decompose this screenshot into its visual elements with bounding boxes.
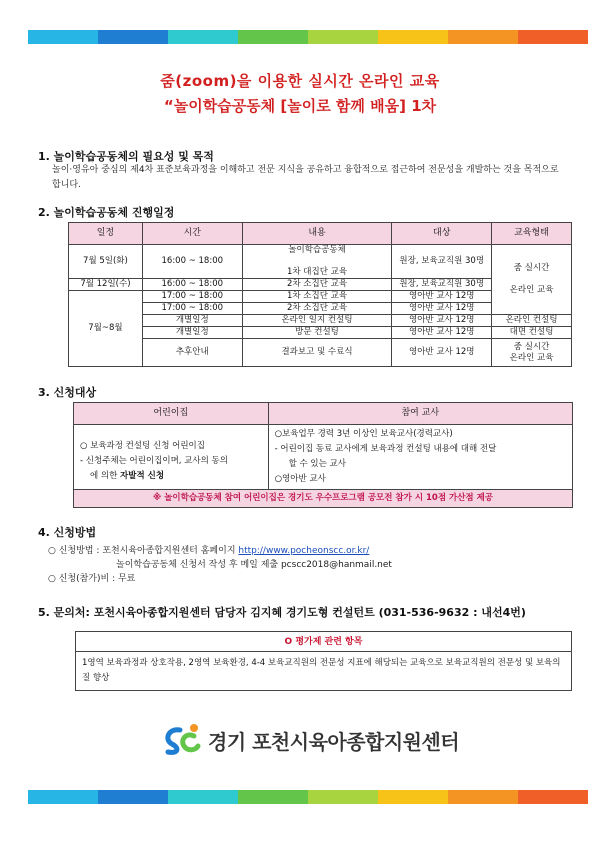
criteria-text: 에 의한 xyxy=(90,471,121,481)
stripe-segment xyxy=(448,790,518,804)
table-header-row xyxy=(69,223,572,245)
form-line: 온라인 교육 xyxy=(509,352,554,363)
table-row xyxy=(74,490,573,508)
section-heading-purpose: 1. 놀이학습공동체의 필요성 및 목적 xyxy=(38,150,214,163)
cell-form xyxy=(492,339,572,367)
form-line: 줌 실시간 xyxy=(513,263,550,273)
cell-content-line: 1차 대집단 교육 xyxy=(286,267,348,277)
cell-content: 결과보고 및 수료식 xyxy=(242,339,392,367)
cell-content: 2차 소집단 교육 xyxy=(242,279,392,291)
cell-target: 영아반 교사 12명 xyxy=(392,303,492,315)
stripe-segment xyxy=(518,30,588,44)
evaluation-heading: O 평가제 관련 항목 xyxy=(76,632,571,652)
cell-content: 방문 컨설팅 xyxy=(242,327,392,339)
stripe-segment xyxy=(98,30,168,44)
table-header-row xyxy=(74,403,573,425)
stripe-segment xyxy=(238,30,308,44)
table-row xyxy=(69,339,572,367)
stripe-segment xyxy=(518,790,588,804)
stripe-segment xyxy=(238,790,308,804)
cell-target: 영아반 교사 12명 xyxy=(392,327,492,339)
cell-time: 17:00 ~ 18:00 xyxy=(142,303,242,315)
stripe-segment xyxy=(98,790,168,804)
form-line: 줌 실시간 xyxy=(513,341,550,352)
cell-time: 17:00 ~ 18:00 xyxy=(142,291,242,303)
stripe-segment xyxy=(28,30,98,44)
cell-target: 원장, 보육교직원 30명 xyxy=(392,279,492,291)
criteria-line: 할 수 있는 교사 xyxy=(288,459,346,469)
criteria-emphasis: 자발적 신청 xyxy=(120,471,165,481)
stripe-segment xyxy=(308,30,378,44)
organization-logo xyxy=(160,722,459,758)
cell-date: 7월~8월 xyxy=(69,291,143,367)
header-time: 시간 xyxy=(142,223,242,245)
schedule-table xyxy=(68,222,572,367)
table-row xyxy=(69,315,572,327)
section-heading-eligibility: 3. 신청대상 xyxy=(38,386,97,399)
bonus-note: ※ 놀이학습공동체 참여 어린이집은 경기도 우수프로그램 공모전 참가 시 10점 가산점 제공 xyxy=(74,490,573,508)
form-line: 온라인 교육 xyxy=(509,285,554,295)
cell-target: 영아반 교사 12명 xyxy=(392,339,492,367)
logo-mark-icon xyxy=(160,722,204,758)
cell-target: 영아반 교사 12명 xyxy=(392,315,492,327)
method-line-2: 놀이학습공동체 신청서 작성 후 메일 제출 pcscc2018@hanmail.net xyxy=(116,560,392,570)
fee-line: ○ 신청(참가)비 : 무료 xyxy=(48,574,136,584)
method-line xyxy=(48,543,369,556)
stripe-segment xyxy=(28,790,98,804)
bottom-color-stripe xyxy=(28,790,588,804)
header-form: 교육형태 xyxy=(492,223,572,245)
cell-time: 추후안내 xyxy=(142,339,242,367)
cell-time: 16:00 ~ 18:00 xyxy=(142,245,242,279)
cell-time: 개별일정 xyxy=(142,315,242,327)
stripe-segment xyxy=(378,790,448,804)
cell-form: 온라인 컨설팅 xyxy=(492,315,572,327)
cell-form: 대면 컨설팅 xyxy=(492,327,572,339)
section-heading-method: 4. 신청방법 xyxy=(38,526,97,539)
cell-time: 개별일정 xyxy=(142,327,242,339)
cell-content: 1차 소집단 교육 xyxy=(242,291,392,303)
stripe-segment xyxy=(168,790,238,804)
criteria-line xyxy=(80,469,262,484)
page-subtitle: “놀이학습공동체 [놀이로 함께 배움] 1차 xyxy=(163,97,437,115)
daycare-criteria xyxy=(74,425,269,490)
stripe-segment xyxy=(448,30,518,44)
top-color-stripe xyxy=(28,30,588,44)
homepage-link[interactable]: http://www.pocheonscc.or.kr/ xyxy=(238,546,370,556)
section-heading-schedule: 2. 놀이학습공동체 진행일정 xyxy=(38,206,175,219)
cell-target: 원장, 보육교직원 30명 xyxy=(392,245,492,279)
evaluation-text: 1영역 보육과정과 상호작용, 2영역 보육환경, 4-4 보육교직원의 전문성 지표에 해당되는 교육으로 보육교직원의 전문성 및 보육의 질 향상 xyxy=(82,658,561,683)
cell-date: 7월 5일(화) xyxy=(69,245,143,279)
cell-form xyxy=(492,245,572,315)
cell-content-line: 놀이학습공동체 xyxy=(288,245,346,255)
cell-time: 16:00 ~ 18:00 xyxy=(142,279,242,291)
criteria-line: ○보육업무 경력 3년 이상인 보육교사(경력교사) xyxy=(274,429,453,439)
criteria-line: ○ 보육과정 컨설팅 신청 어린이집 xyxy=(80,441,205,451)
cell-target: 영아반 교사 12명 xyxy=(392,291,492,303)
page-title: 줌(zoom)을 이용한 실시간 온라인 교육 xyxy=(160,72,440,90)
criteria-line: - 신청주체는 어린이집이며, 교사의 동의 xyxy=(80,456,228,466)
stripe-segment xyxy=(308,790,378,804)
criteria-line: - 어린이집 동료 교사에게 보육과정 컨설팅 내용에 대해 전달 xyxy=(274,444,497,454)
stripe-segment xyxy=(378,30,448,44)
header-date: 일정 xyxy=(69,223,143,245)
table-row xyxy=(69,327,572,339)
method-label: ○ 신청방법 : 포천시육아종합지원센터 홈페이지 xyxy=(48,546,239,556)
cell-content xyxy=(242,245,392,279)
cell-date: 7월 12일(수) xyxy=(69,279,143,291)
criteria-line: ○영아반 교사 xyxy=(274,474,326,484)
organization-name: 경기 포천시육아종합지원센터 xyxy=(208,729,460,754)
table-row xyxy=(69,245,572,279)
header-target: 대상 xyxy=(392,223,492,245)
section-heading-contact: 5. 문의처: 포천시육아종합지원센터 담당자 김지혜 경기도형 컨설턴트 (031-536-9632 : 내선4번) xyxy=(38,606,526,619)
stripe-segment xyxy=(168,30,238,44)
eligibility-table xyxy=(73,402,573,508)
header-content: 내용 xyxy=(242,223,392,245)
header-teacher: 참여 교사 xyxy=(268,403,572,425)
header-daycare: 어린이집 xyxy=(74,403,269,425)
cell-content: 온라인 일지 컨설팅 xyxy=(242,315,392,327)
purpose-text: 놀이·영유아 중심의 제4차 표준보육과정을 이해하고 전문 지식을 공유하고 융합적으로 접근하여 전문성을 개발하는 것을 목적으로 합니다. xyxy=(52,165,559,190)
cell-content: 2차 소집단 교육 xyxy=(242,303,392,315)
evaluation-box xyxy=(75,631,572,691)
table-row xyxy=(74,425,573,490)
teacher-criteria xyxy=(268,425,572,490)
